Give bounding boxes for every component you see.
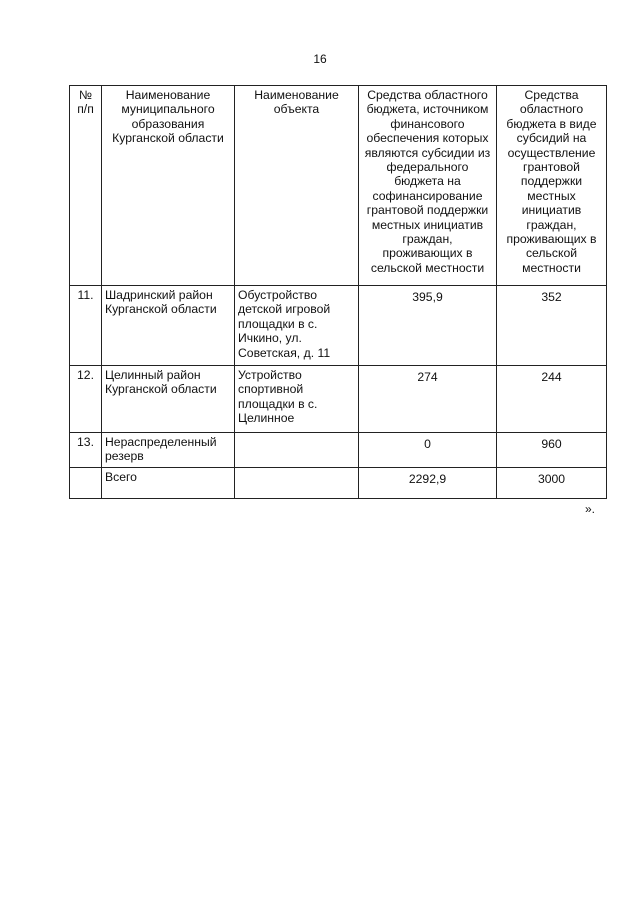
row-regional-subsidy: 3000 [497, 468, 607, 499]
table-total-row [70, 468, 607, 499]
row-federal-cofinancing: 274 [359, 366, 497, 433]
row-number: 13. [70, 433, 102, 468]
row-federal-cofinancing: 2292,9 [359, 468, 497, 499]
row-object [235, 433, 359, 468]
header-municipality: Наименование муниципального образования Курганской области [102, 86, 235, 286]
row-regional-subsidy: 352 [497, 286, 607, 366]
header-number: № п/п [70, 86, 102, 286]
row-object: Устройство спортивной площадки в с. Целинное [235, 366, 359, 433]
row-municipality: Целинный район Курганской области [102, 366, 235, 433]
row-number: 11. [70, 286, 102, 366]
closing-quote-mark: ». [585, 502, 596, 516]
row-municipality: Нераспределенный резерв [102, 433, 235, 468]
budget-table [69, 85, 607, 499]
row-number [70, 468, 102, 499]
row-federal-cofinancing: 395,9 [359, 286, 497, 366]
table-header-row [70, 86, 607, 286]
row-regional-subsidy: 244 [497, 366, 607, 433]
page-number: 16 [313, 52, 327, 66]
table-row [70, 433, 607, 468]
table-row [70, 366, 607, 433]
row-regional-subsidy: 960 [497, 433, 607, 468]
header-federal-cofinancing: Средства областного бюджета, источником финансового обеспечения которых являются субсидии из федерального бюджета на софинансирование грантовой поддержки местных инициатив граждан, проживающих в сельской местности [359, 86, 497, 286]
row-object: Обустройство детской игровой площадки в с. Ичкино, ул. Советская, д. 11 [235, 286, 359, 366]
header-regional-subsidy: Средства областного бюджета в виде субсидий на осуществление грантовой поддержки местных инициатив граждан, проживающих в сельской местности [497, 86, 607, 286]
row-federal-cofinancing: 0 [359, 433, 497, 468]
row-object [235, 468, 359, 499]
row-municipality: Всего [102, 468, 235, 499]
row-municipality: Шадринский район Курганской области [102, 286, 235, 366]
table-row [70, 286, 607, 366]
row-number: 12. [70, 366, 102, 433]
header-object: Наименование объекта [235, 86, 359, 286]
